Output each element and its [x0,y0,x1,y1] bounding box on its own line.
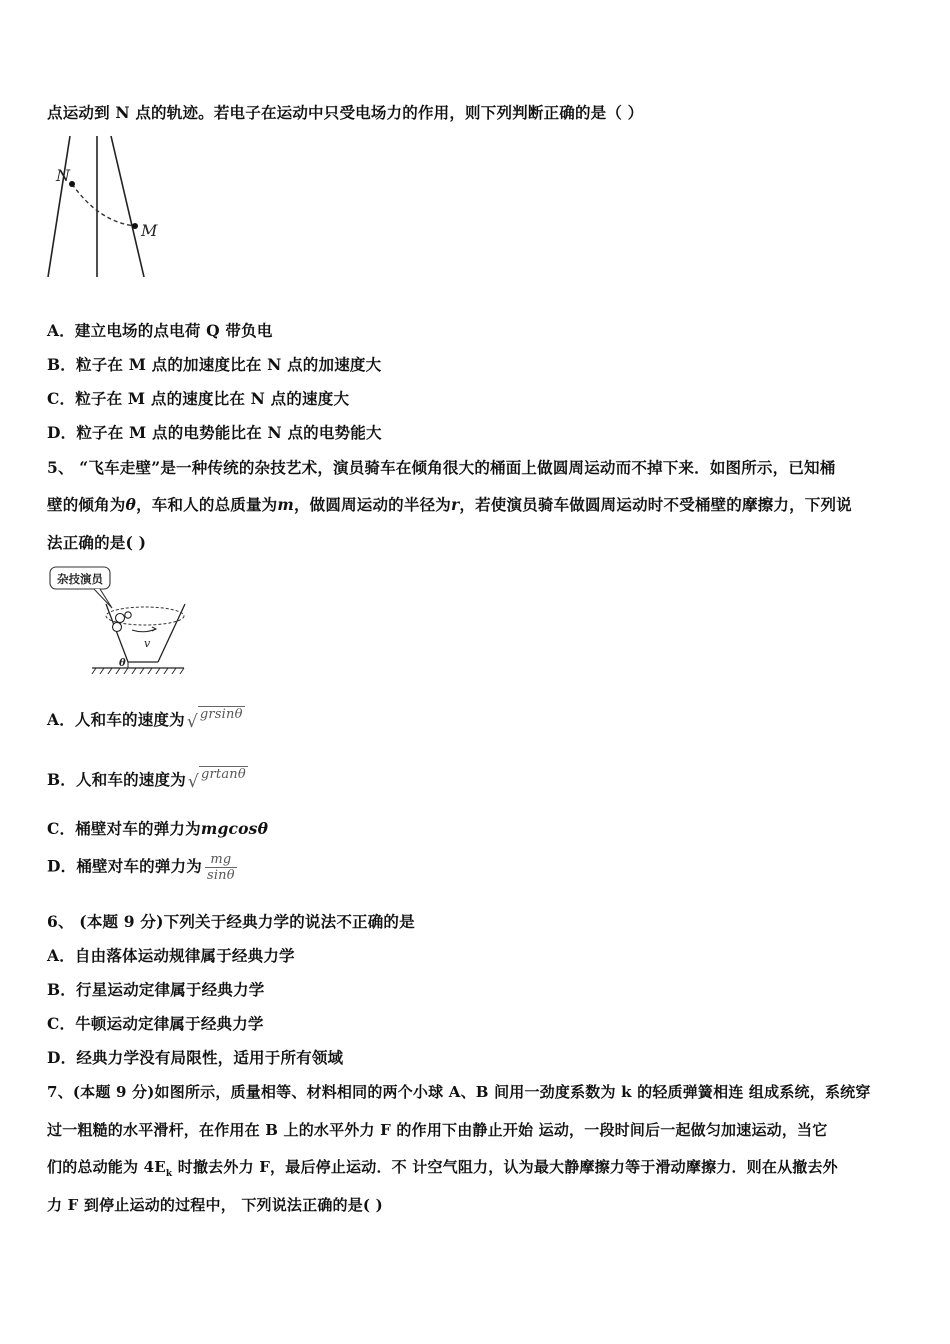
label-m: M [141,221,158,240]
q5-option-d: D．桶壁对车的弹力为 $\frac{mg}{\sin\theta}$ [47,852,235,883]
fraction-expression: $\frac{mg}{\sin\theta}$ [206,852,235,883]
q6-option-a: A．自由落体运动规律属于经典力学 [47,946,295,965]
rider-icon [125,612,131,618]
q4-option-a: A．建立电场的点电荷 Q 带负电 [47,321,273,340]
q7-stem-line1: 7、(本题 9 分)如图所示，质量相等、材料相同的两个小球 A、B 间用一劲度系数为 k 的轻质弹簧相连 组成系统，系统穿 [47,1083,871,1101]
q4-option-b: B．粒子在 M 点的加速度比在 N 点的加速度大 [47,355,382,374]
q6-option-c: C．牛顿运动定律属于经典力学 [47,1014,264,1033]
q4-intro: 点运动到 N 点的轨迹。若电子在运动中只受电场力的作用，则下列判断正确的是（ ） [47,103,644,122]
q7-stem-line4: 力 F 到停止运动的过程中， 下列说法正确的是( ) [47,1196,383,1214]
q6-stem: 6、 (本题 9 分)下列关于经典力学的说法不正确的是 [47,912,415,931]
q7-stem-line3: 们的总动能为 $4E_k$ 时撤去外力 F，最后停止运动．不 计空气阻力，认为最大静摩擦力等于滑动摩擦力．则在从撤去外 [47,1158,838,1179]
callout-label: 杂技演员 [57,572,103,586]
q7-stem-line2: 过一粗糙的水平滑杆，在作用在 B 上的水平外力 F 的作用下由静止开始 运动，一段时间后一起做匀加速运动，当它 [47,1121,828,1139]
point-m-icon [132,223,138,229]
q5-stem-line2: 壁的倾角为θ，车和人的总质量为m，做圆周运动的半径为r，若使演员骑车做圆周运动时不受桶壁的摩擦力，下列说 [47,495,852,514]
sqrt-expression: √ $^{grtan\theta}$ [187,767,246,792]
q4-field-figure [44,134,174,280]
q5-option-c: C．桶壁对车的弹力为mgcosθ [47,819,269,838]
wheel-icon [116,614,125,623]
v-label: v [144,637,151,650]
q6-option-b: B．行星运动定律属于经典力学 [47,980,265,999]
wheel-icon [113,623,122,632]
q4-option-c: C．粒子在 M 点的速度比在 N 点的速度大 [47,389,350,408]
q4-option-d: D．粒子在 M 点的电势能比在 N 点的电势能大 [47,423,382,442]
label-n: N [56,166,70,185]
q6-option-d: D．经典力学没有局限性，适用于所有领域 [47,1048,344,1067]
q5-option-b: B．人和车的速度为 √ $^{grtan\theta}$ [47,767,246,792]
q5-cone-figure [48,564,190,676]
q5-option-a: A．人和车的速度为 √ $^{grsin\theta}$ [47,707,243,732]
theta-label: θ [119,658,126,669]
q5-stem-line3: 法正确的是( ) [47,533,147,552]
sqrt-expression: √ $^{grsin\theta}$ [186,707,243,732]
q5-stem-line1: 5、 “飞车走壁”是一种传统的杂技艺术，演员骑车在倾角很大的桶面上做圆周运动而不掉下来．如图所示，已知桶 [47,458,836,477]
